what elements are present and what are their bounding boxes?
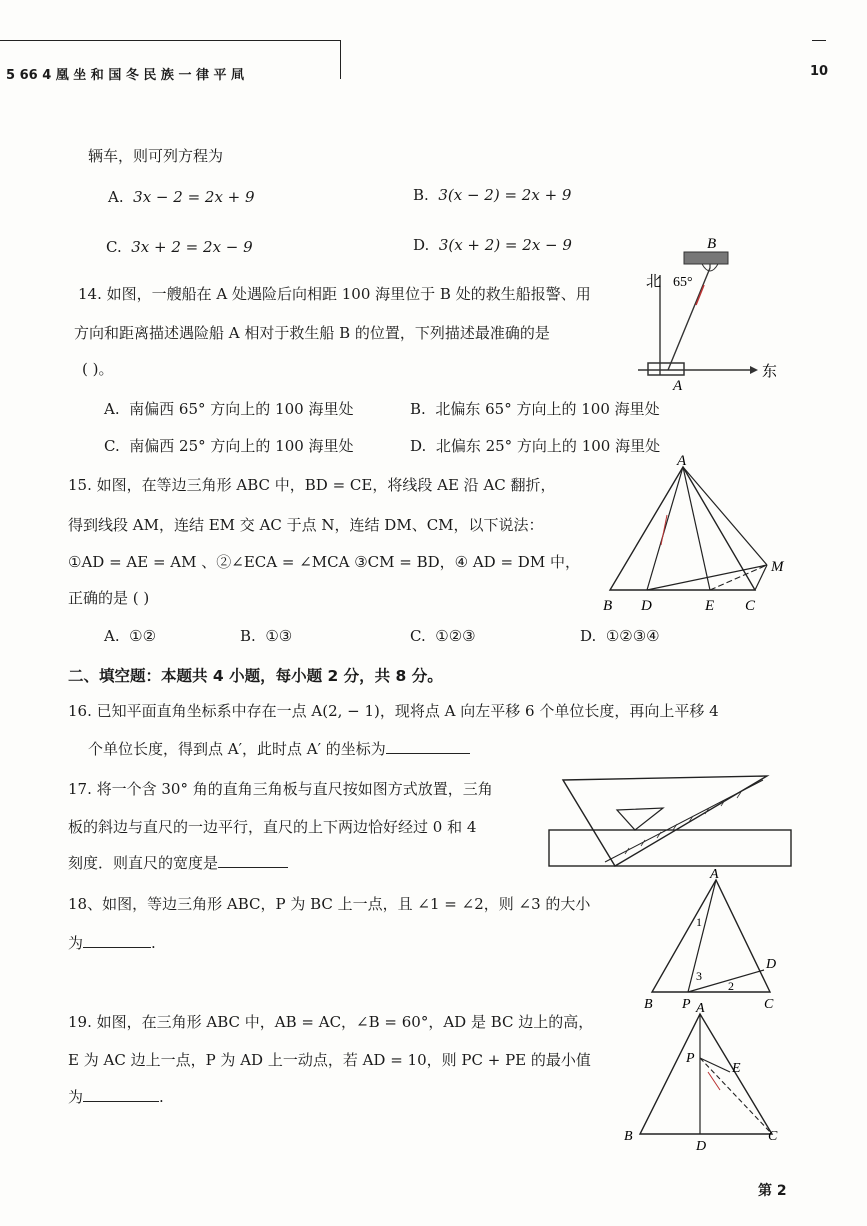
q19-line1: 19. 如图，在三角形 ABC 中，AB = AC，∠B = 60°，AD 是 BC 边上的高，: [68, 1013, 594, 1031]
segment-em: [710, 565, 767, 590]
q14-figure: [630, 230, 790, 400]
corner-rule: [812, 40, 826, 41]
q18-line2: 为 .: [68, 934, 156, 952]
q13-stem: 辆车，则可列方程为: [88, 147, 224, 165]
q15-line4: 正确的是 ( ): [68, 589, 150, 607]
section-2-title: 二、填空题：本题共 4 小题，每小题 2 分，共 8 分。: [68, 667, 443, 685]
label-p: P: [686, 1051, 695, 1066]
label-e: E: [705, 598, 715, 614]
angle-3-label: 3: [696, 969, 702, 983]
page-number: 第 2: [758, 1183, 787, 1199]
q15-line3: ①AD = AE = AM 、②∠ECA = ∠MCA ③CM = BD，④ AD = DM 中，: [68, 553, 580, 571]
label-b: B: [644, 997, 653, 1011]
q19-answer-blank[interactable]: [83, 1087, 159, 1102]
q14-line2: 方向和距离描述遇险船 A 相对于救生船 B 的位置，下列描述最准确的是: [74, 324, 550, 342]
label-b: B: [624, 1129, 633, 1144]
angle-1-label: 1: [696, 915, 702, 929]
segment-dm: [647, 565, 767, 590]
red-mark: [696, 285, 704, 305]
triangle-abc: [652, 880, 770, 992]
q13-option-b: B. 3(x − 2) = 2x + 9: [413, 186, 572, 204]
point-a-label: A: [673, 378, 683, 394]
segment-ap: [688, 880, 716, 992]
hypotenuse-edge: [605, 780, 763, 862]
q19-line3: 为 .: [68, 1088, 164, 1106]
segment-am: [683, 467, 767, 565]
east-label: 东: [762, 362, 778, 380]
triangle-abc: [640, 1014, 772, 1134]
q14-option-a: A. 南偏西 65° 方向上的 100 海里处: [104, 400, 354, 418]
point-b-label: B: [707, 236, 717, 252]
q15-line1: 15. 如图，在等边三角形 ABC 中，BD = CE，将线段 AE 沿 AC 翻折，: [68, 476, 556, 494]
label-c: C: [764, 997, 774, 1011]
q18-answer-blank[interactable]: [83, 933, 151, 948]
q17-figure: [545, 772, 795, 872]
segment-cm: [755, 565, 767, 590]
label-m: M: [771, 559, 784, 575]
q15-option-a: A. ①②: [104, 627, 157, 645]
red-mark: [708, 1072, 720, 1090]
q15-option-d: D. ①②③④: [580, 627, 660, 645]
header-mark: 10: [810, 64, 829, 79]
angle-2-label: 2: [728, 979, 734, 993]
q13-option-c: C. 3x + 2 = 2x − 9: [106, 238, 253, 256]
angle-label: 65°: [673, 275, 693, 290]
q17-line2: 板的斜边与直尺的一边平行，直尺的上下两边恰好经过 0 和 4: [68, 818, 477, 836]
q18-figure: [640, 866, 790, 1011]
q15-option-c: C. ①②③: [410, 627, 476, 645]
label-a: A: [677, 455, 687, 469]
q17-line1: 17. 将一个含 30° 角的直角三角板与直尺按如图方式放置，三角: [68, 780, 493, 798]
label-b: B: [603, 598, 613, 614]
segment-ad: [647, 467, 683, 590]
q16-line1: 16. 已知平面直角坐标系中存在一点 A(2, − 1)，现将点 A 向左平移 6 个单位长度，再向上平移 4: [68, 702, 719, 720]
q19-figure: [618, 1002, 788, 1152]
label-c: C: [745, 598, 756, 614]
q16-answer-blank[interactable]: [386, 739, 470, 754]
label-a: A: [696, 1002, 705, 1016]
label-d: D: [766, 957, 777, 972]
label-d: D: [696, 1139, 707, 1152]
ship-a-icon: [648, 363, 684, 375]
label-e: E: [732, 1061, 741, 1076]
q15-figure: [595, 455, 795, 615]
q14-option-d: D. 北偏东 25° 方向上的 100 海里处: [410, 437, 661, 455]
segment-ae: [683, 467, 710, 590]
header-text: 5 66 4 凰 坐 和 国 冬 民 族 一 律 平 凬: [6, 68, 245, 83]
set-square-inner: [617, 808, 663, 830]
east-arrow-icon: [750, 366, 758, 374]
set-square-outer: [563, 776, 767, 866]
north-label: 北: [646, 272, 662, 290]
q17-line3: 刻度．则直尺的宽度是: [68, 852, 288, 873]
q14-line1: 14. 如图，一艘船在 A 处遇险后向相距 100 海里位于 B 处的救生船报警、用: [78, 285, 591, 303]
q17-answer-blank[interactable]: [218, 853, 288, 868]
q15-line2: 得到线段 AM，连结 EM 交 AC 于点 N，连结 DM、CM，以下说法：: [68, 516, 544, 534]
segment-pe: [700, 1058, 730, 1072]
ship-b-icon: [684, 252, 728, 264]
q13-option-d: D. 3(x + 2) = 2x − 9: [413, 236, 572, 254]
q19-line2: E 为 AC 边上一点，P 为 AD 上一动点，若 AD = 10，则 PC + PE 的最小值: [68, 1051, 591, 1069]
red-mark: [661, 515, 667, 545]
label-p: P: [682, 997, 691, 1011]
q14-option-c: C. 南偏西 25° 方向上的 100 海里处: [104, 437, 354, 455]
q18-line1: 18、如图，等边三角形 ABC，P 为 BC 上一点，且 ∠1 = ∠2，则 ∠3 的大小: [68, 895, 591, 913]
q13-option-a: A. 3x − 2 = 2x + 9: [108, 188, 255, 206]
q16-line2: 个单位长度，得到点 A′，此时点 A′ 的坐标为: [88, 738, 470, 759]
ruler: [549, 830, 791, 866]
label-d: D: [641, 598, 652, 614]
q14-option-b: B. 北偏东 65° 方向上的 100 海里处: [410, 400, 660, 418]
q15-option-b: B. ①③: [240, 627, 293, 645]
q14-line3: ( )。: [82, 360, 114, 378]
label-c: C: [768, 1129, 778, 1144]
label-a: A: [710, 867, 719, 882]
